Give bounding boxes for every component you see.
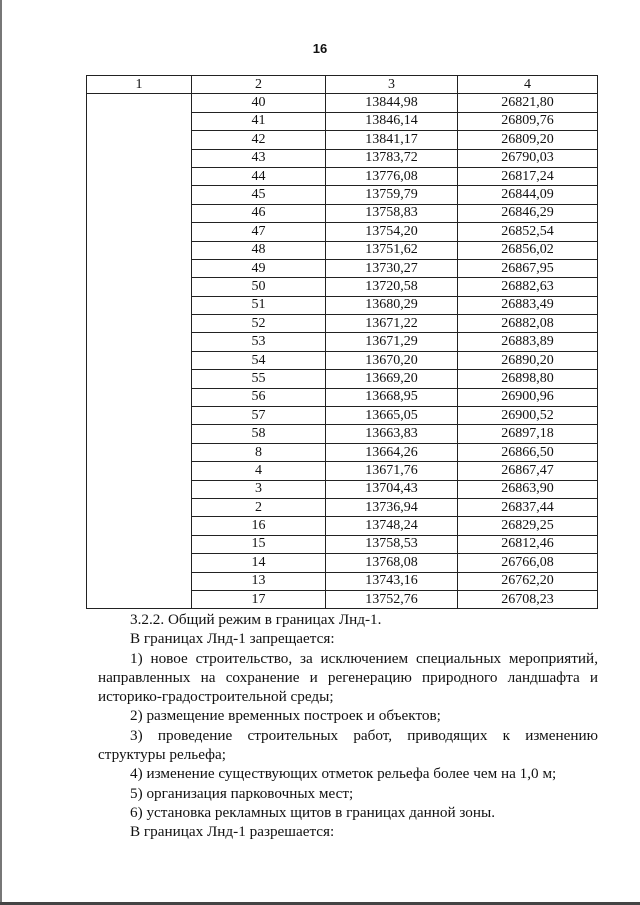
point-number-cell: 3	[192, 480, 326, 498]
y-coordinate-cell: 26852,54	[458, 223, 598, 241]
x-coordinate-cell: 13783,72	[326, 149, 458, 167]
prohibited-intro: В границах Лнд-1 запрещается:	[130, 630, 335, 648]
column-header-1: 1	[87, 76, 192, 94]
table-header-row	[87, 76, 598, 94]
x-coordinate-cell: 13754,20	[326, 223, 458, 241]
x-coordinate-cell: 13669,20	[326, 370, 458, 388]
x-coordinate-cell: 13664,26	[326, 443, 458, 461]
y-coordinate-cell: 26882,08	[458, 315, 598, 333]
table-row	[87, 94, 598, 112]
y-coordinate-cell: 26844,09	[458, 186, 598, 204]
point-number-cell: 49	[192, 259, 326, 277]
y-coordinate-cell: 26867,95	[458, 259, 598, 277]
y-coordinate-cell: 26898,80	[458, 370, 598, 388]
x-coordinate-cell: 13671,22	[326, 315, 458, 333]
y-coordinate-cell: 26883,89	[458, 333, 598, 351]
point-number-cell: 44	[192, 167, 326, 185]
x-coordinate-cell: 13736,94	[326, 498, 458, 516]
list-item: 5) организация парковочных мест;	[130, 784, 354, 802]
y-coordinate-cell: 26866,50	[458, 443, 598, 461]
regulation-text	[98, 610, 598, 842]
y-coordinate-cell: 26890,20	[458, 351, 598, 369]
point-number-cell: 50	[192, 278, 326, 296]
point-number-cell: 53	[192, 333, 326, 351]
point-number-cell: 51	[192, 296, 326, 314]
y-coordinate-cell: 26863,90	[458, 480, 598, 498]
point-number-cell: 15	[192, 535, 326, 553]
point-number-cell: 4	[192, 462, 326, 480]
x-coordinate-cell: 13671,76	[326, 462, 458, 480]
y-coordinate-cell: 26821,80	[458, 94, 598, 112]
x-coordinate-cell: 13752,76	[326, 590, 458, 608]
point-number-cell: 17	[192, 590, 326, 608]
point-number-cell: 42	[192, 131, 326, 149]
y-coordinate-cell: 26766,08	[458, 554, 598, 572]
x-coordinate-cell: 13758,83	[326, 204, 458, 222]
x-coordinate-cell: 13720,58	[326, 278, 458, 296]
column-header-3: 3	[326, 76, 458, 94]
y-coordinate-cell: 26762,20	[458, 572, 598, 590]
x-coordinate-cell: 13748,24	[326, 517, 458, 535]
point-number-cell: 43	[192, 149, 326, 167]
x-coordinate-cell: 13846,14	[326, 112, 458, 130]
point-number-cell: 16	[192, 517, 326, 535]
point-number-cell: 56	[192, 388, 326, 406]
x-coordinate-cell: 13665,05	[326, 407, 458, 425]
x-coordinate-cell: 13759,79	[326, 186, 458, 204]
y-coordinate-cell: 26883,49	[458, 296, 598, 314]
point-number-cell: 58	[192, 425, 326, 443]
y-coordinate-cell: 26846,29	[458, 204, 598, 222]
column-header-4: 4	[458, 76, 598, 94]
y-coordinate-cell: 26897,18	[458, 425, 598, 443]
list-item: 3) проведение строительных работ, приводящих к изменению структуры рельефа;	[98, 726, 598, 764]
x-coordinate-cell: 13704,43	[326, 480, 458, 498]
x-coordinate-cell: 13758,53	[326, 535, 458, 553]
scan-left-edge	[0, 0, 2, 905]
point-number-cell: 57	[192, 407, 326, 425]
y-coordinate-cell: 26812,46	[458, 535, 598, 553]
point-number-cell: 54	[192, 351, 326, 369]
y-coordinate-cell: 26856,02	[458, 241, 598, 259]
point-number-cell: 48	[192, 241, 326, 259]
y-coordinate-cell: 26900,52	[458, 407, 598, 425]
x-coordinate-cell: 13671,29	[326, 333, 458, 351]
point-number-cell: 13	[192, 572, 326, 590]
y-coordinate-cell: 26809,20	[458, 131, 598, 149]
page-number: 16	[312, 41, 328, 56]
y-coordinate-cell: 26837,44	[458, 498, 598, 516]
x-coordinate-cell: 13743,16	[326, 572, 458, 590]
merged-empty-cell	[87, 94, 192, 609]
point-number-cell: 47	[192, 223, 326, 241]
x-coordinate-cell: 13680,29	[326, 296, 458, 314]
list-item: 4) изменение существующих отметок рельефа более чем на 1,0 м;	[130, 765, 557, 783]
point-number-cell: 46	[192, 204, 326, 222]
column-header-2: 2	[192, 76, 326, 94]
list-item: 2) размещение временных построек и объектов;	[130, 707, 441, 725]
point-number-cell: 45	[192, 186, 326, 204]
y-coordinate-cell: 26817,24	[458, 167, 598, 185]
y-coordinate-cell: 26900,96	[458, 388, 598, 406]
x-coordinate-cell: 13768,08	[326, 554, 458, 572]
point-number-cell: 2	[192, 498, 326, 516]
x-coordinate-cell: 13841,17	[326, 131, 458, 149]
x-coordinate-cell: 13668,95	[326, 388, 458, 406]
x-coordinate-cell: 13663,83	[326, 425, 458, 443]
allowed-intro: В границах Лнд-1 разрешается:	[130, 823, 335, 841]
y-coordinate-cell: 26708,23	[458, 590, 598, 608]
point-number-cell: 8	[192, 443, 326, 461]
y-coordinate-cell: 26882,63	[458, 278, 598, 296]
list-item: 6) установка рекламных щитов в границах данной зоны.	[130, 803, 496, 821]
point-number-cell: 40	[192, 94, 326, 112]
point-number-cell: 14	[192, 554, 326, 572]
point-number-cell: 55	[192, 370, 326, 388]
x-coordinate-cell: 13730,27	[326, 259, 458, 277]
point-number-cell: 41	[192, 112, 326, 130]
x-coordinate-cell: 13751,62	[326, 241, 458, 259]
section-heading: 3.2.2. Общий режим в границах Лнд-1.	[130, 611, 382, 628]
list-item: 1) новое строительство, за исключением специальных мероприятий, направленных на сохранение и регенерацию природного ландшафта и историко-градостроительной среды;	[98, 649, 598, 706]
y-coordinate-cell: 26829,25	[458, 517, 598, 535]
table-body	[87, 94, 598, 609]
y-coordinate-cell: 26867,47	[458, 462, 598, 480]
x-coordinate-cell: 13844,98	[326, 94, 458, 112]
x-coordinate-cell: 13670,20	[326, 351, 458, 369]
point-number-cell: 52	[192, 315, 326, 333]
x-coordinate-cell: 13776,08	[326, 167, 458, 185]
y-coordinate-cell: 26809,76	[458, 112, 598, 130]
y-coordinate-cell: 26790,03	[458, 149, 598, 167]
coordinates-table	[86, 75, 598, 609]
